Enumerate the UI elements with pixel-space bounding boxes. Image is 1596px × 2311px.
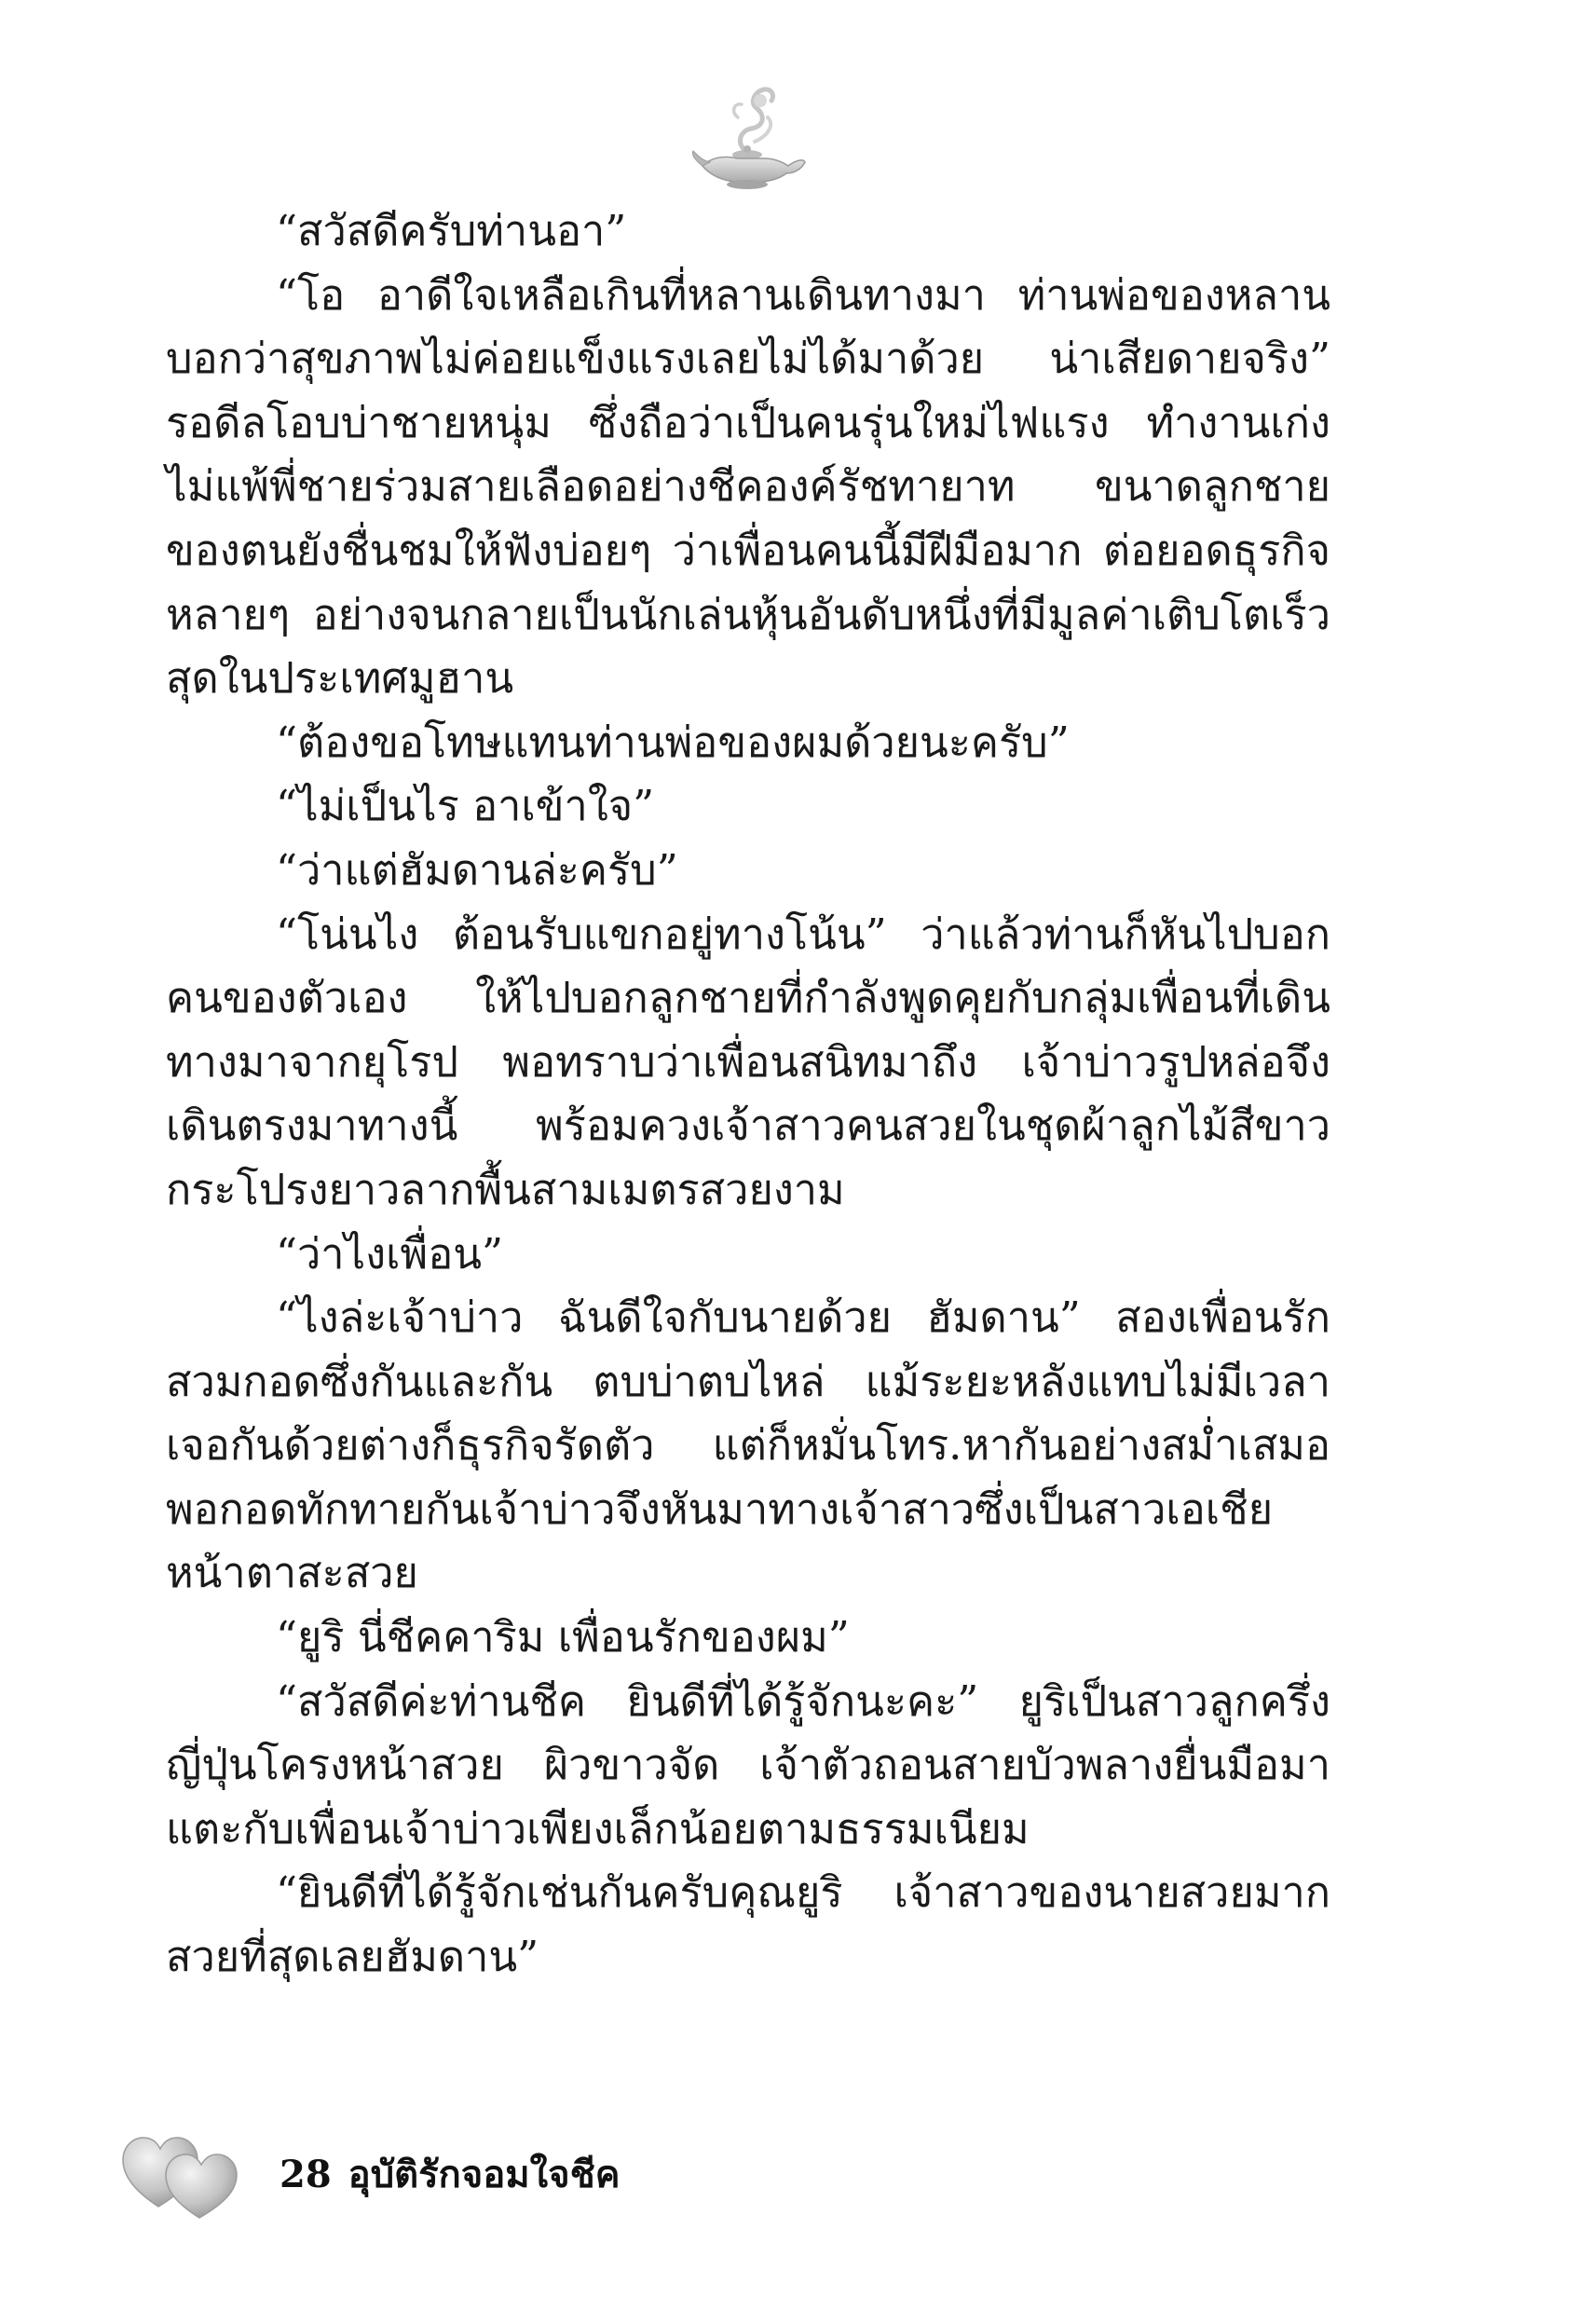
paragraph: “ยูริ นี่ชีคคาริม เพื่อนรักของผม” [276,1612,850,1662]
paragraph: “สวัสดีค่ะท่านชีค ยินดีที่ได้รู้จักนะคะ” ยูริเป็นสาวลูกครึ่งญี่ปุ่นโครงหน้าสวย ผิวขาวจัด เจ้าตัวถอนสายบัวพลางยื่นมือมาแตะกับเพื่อนเจ้าบ่าวเพียงเล็กน้อยตามธรรมเนียม [166,1675,1330,1853]
paragraph: “ยินดีที่ได้รู้จักเช่นกันครับคุณยูริ เจ้าสาวของนายสวยมาก สวยที่สุดเลยฮัมดาน” [166,1867,1330,1982]
paragraph: “สวัสดีครับท่านอา” [276,206,627,255]
page-number: 28 [280,2153,332,2196]
paragraph: “โน่นไง ต้อนรับแขกอยู่ทางโน้น” ว่าแล้วท่านก็หันไปบอกคนของตัวเอง ให้ไปบอกลูกชายที่กำลังพูดคุยกับกลุ่มเพื่อนที่เดินทางมาจากยุโรป พอทราบว่าเพื่อนสนิทมาถึง เจ้าบ่าวรูปหล่อจึงเดินตรงมาทางนี้ พร้อมควงเจ้าสาวคนสวยในชุดผ้าลูกไม้สีขาวกระโปรงยาวลากพื้นสามเมตรสวยงาม [166,909,1330,1214]
paragraph: “ต้องขอโทษแทนท่านพ่อของผมด้วยนะครับ” [276,717,1070,767]
paragraph: “ว่าไงเพื่อน” [276,1228,503,1279]
genie-lamp-icon [689,80,811,192]
body-text [166,199,1330,1990]
page-footer [119,2113,865,2235]
footer-label [280,2153,620,2197]
paragraph: “ไม่เป็นไร อาเข้าใจ” [276,781,655,831]
paragraph: “โอ อาดีใจเหลือเกินที่หลานเดินทางมา ท่านพ่อของหลานบอกว่าสุขภาพไม่ค่อยแข็งแรงเลยไม่ได้มาด้วย น่าเสียดายจริง” รอดีลโอบบ่าชายหนุ่ม ซึ่งถือว่าเป็นคนรุ่นใหม่ไฟแรง ทำงานเก่งไม่แพ้พี่ชายร่วมสายเลือดอย่างชีคองค์รัชทายาท ขนาดลูกชายของตนยังชื่นชมให้ฟังบ่อยๆ ว่าเพื่อนคนนี้มีฝีมือมาก ต่อยอดธุรกิจหลายๆ อย่างจนกลายเป็นนักเล่นหุ้นอันดับหนึ่งที่มีมูลค่าเติบโตเร็วสุดในประเทศมูฮาน [166,269,1330,704]
book-title: อุบัติรักจอมใจชีค [348,2153,621,2196]
paragraph: “ไงล่ะเจ้าบ่าว ฉันดีใจกับนายด้วย ฮัมดาน” สองเพื่อนรักสวมกอดซึ่งกันและกัน ตบบ่าตบไหล่ แม้ระยะหลังแทบไม่มีเวลาเจอกันด้วยต่างก็ธุรกิจรัดตัว แต่ก็หมั่นโทร.หากันอย่างสม่ำเสมอ พอกอดทักทายกันเจ้าบ่าวจึงหันมาทางเจ้าสาวซึ่งเป็นสาวเอเชียหน้าตาสะสวย [166,1292,1330,1598]
paragraph: “ว่าแต่ฮัมดานล่ะครับ” [276,844,678,895]
hearts-icon [119,2113,250,2225]
